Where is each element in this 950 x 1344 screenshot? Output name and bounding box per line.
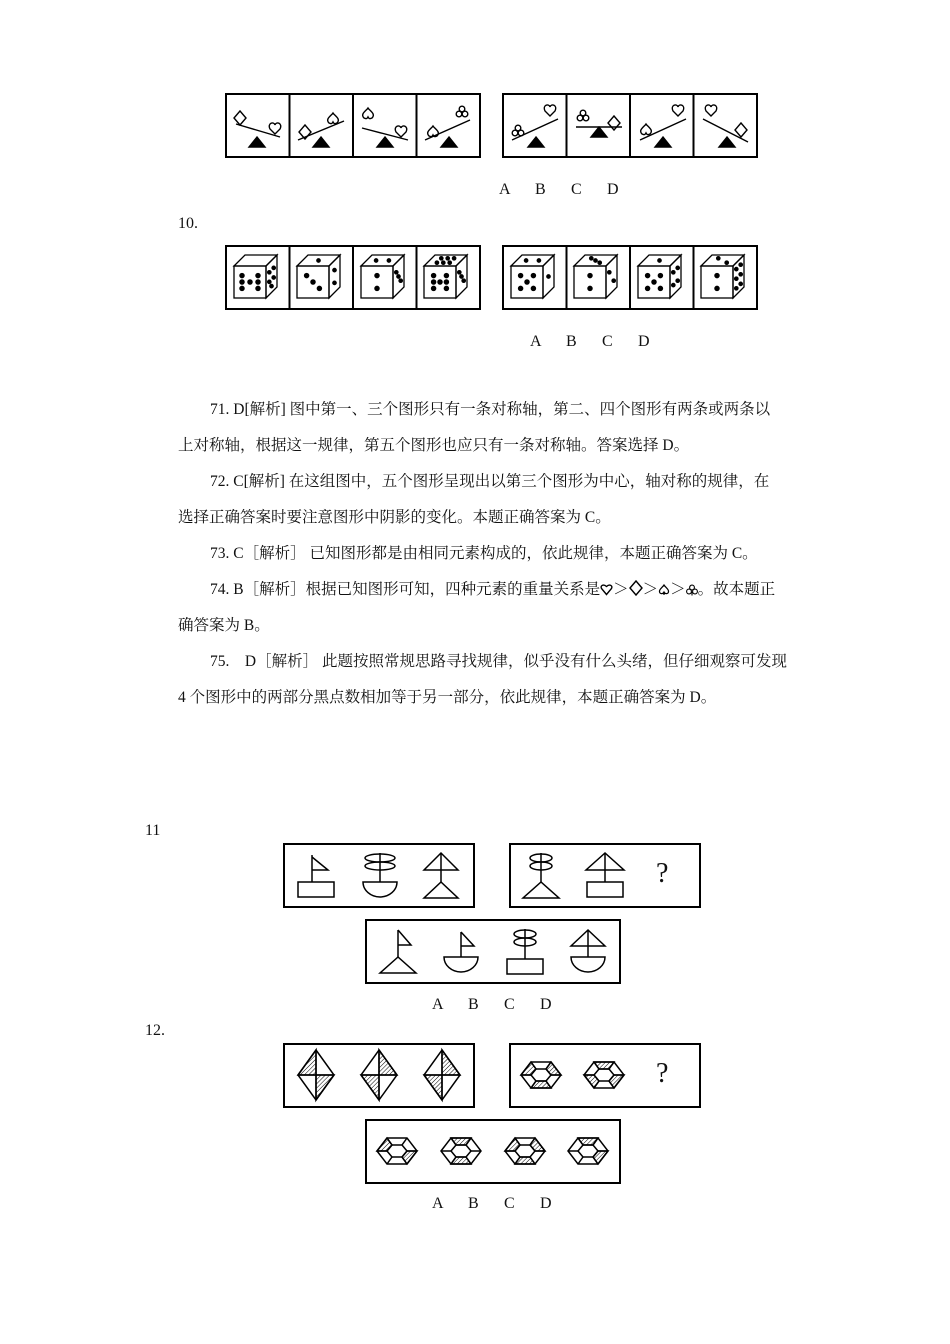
q10-number: 10. — [178, 215, 198, 232]
q12-shape-part — [594, 1069, 614, 1081]
q12-number: 12. — [145, 1022, 165, 1039]
answer-73-line1: 73. C［解析］ 已知图形都是由相同元素构成的，依此规律，本题正确答案为 C。 — [210, 545, 758, 562]
q9-option-c: C — [571, 181, 582, 198]
answer-72-line1: 72. C[解析] 在这组图中，五个图形呈现出以第三个图形为中心，轴对称的规律，在 — [210, 473, 770, 490]
q12-shape-part — [316, 1075, 334, 1100]
q12-shape-part — [387, 1145, 407, 1157]
q12-question-mark: ? — [656, 1058, 669, 1089]
q12-option-b: B — [468, 1195, 479, 1212]
q12-shape-part — [361, 1075, 379, 1100]
q12-shape-part — [379, 1050, 397, 1075]
greater-than-1: ＞ — [613, 581, 629, 598]
q12-shape-part — [451, 1145, 471, 1157]
q9-option-d: D — [607, 181, 619, 198]
q11-option-d: D — [540, 996, 552, 1013]
answer-75-line2: 4 个图形中的两部分黑点数相加等于另一部分，依此规律，本题正确答案为 D。 — [178, 689, 717, 706]
q11-option-a: A — [432, 996, 444, 1013]
answer-75-line1: 75. D［解析］ 此题按照常规思路寻找规律，似乎没有什么头绪，但仔细观察可发现 — [210, 653, 787, 670]
q9-option-b: B — [535, 181, 546, 198]
q11-option-b: B — [468, 996, 479, 1013]
answer-74-text-b: 。故本题正 — [697, 581, 776, 598]
q12-shape-part — [531, 1069, 551, 1081]
q12-shape-part — [578, 1145, 598, 1157]
q12-shape-part — [442, 1050, 460, 1075]
q10-option-a: A — [530, 333, 542, 350]
answer-71-line1: 71. D[解析] 图中第一、三个图形只有一条对称轴，第二、四个图形有两条或两条以 — [210, 401, 771, 418]
greater-than-2: ＞ — [642, 581, 659, 598]
q12-shape-part — [578, 1157, 583, 1164]
q12-shape-part — [515, 1145, 535, 1157]
q12-option-c: C — [504, 1195, 515, 1212]
q10-option-c: C — [602, 333, 613, 350]
answer-74-text-a: 74. B［解析］根据已知图形可知，四种元素的重量关系是 — [210, 581, 601, 598]
q9-option-a: A — [499, 181, 511, 198]
q11-question-mark: ? — [656, 858, 669, 889]
q10-option-b: B — [566, 333, 577, 350]
q10-option-d: D — [638, 333, 650, 350]
q12-shape-part — [402, 1138, 407, 1145]
q12-shape-part — [298, 1050, 316, 1075]
q11-option-c: C — [504, 996, 515, 1013]
q12-shape-part — [387, 1157, 392, 1164]
q12-option-a: A — [432, 1195, 444, 1212]
q12-shape-part — [424, 1075, 442, 1100]
greater-than-3: ＞ — [670, 581, 686, 598]
answer-74-line2: 确答案为 B。 — [178, 617, 270, 634]
q11-number: 11 — [145, 822, 161, 839]
answer-72-line2: 选择正确答案时要注意图形中阴影的变化。本题正确答案为 C。 — [178, 509, 611, 526]
q12-option-d: D — [540, 1195, 552, 1212]
answer-71-line2: 上对称轴，根据这一规律，第五个图形也应只有一条对称轴。答案选择 D。 — [178, 437, 690, 454]
